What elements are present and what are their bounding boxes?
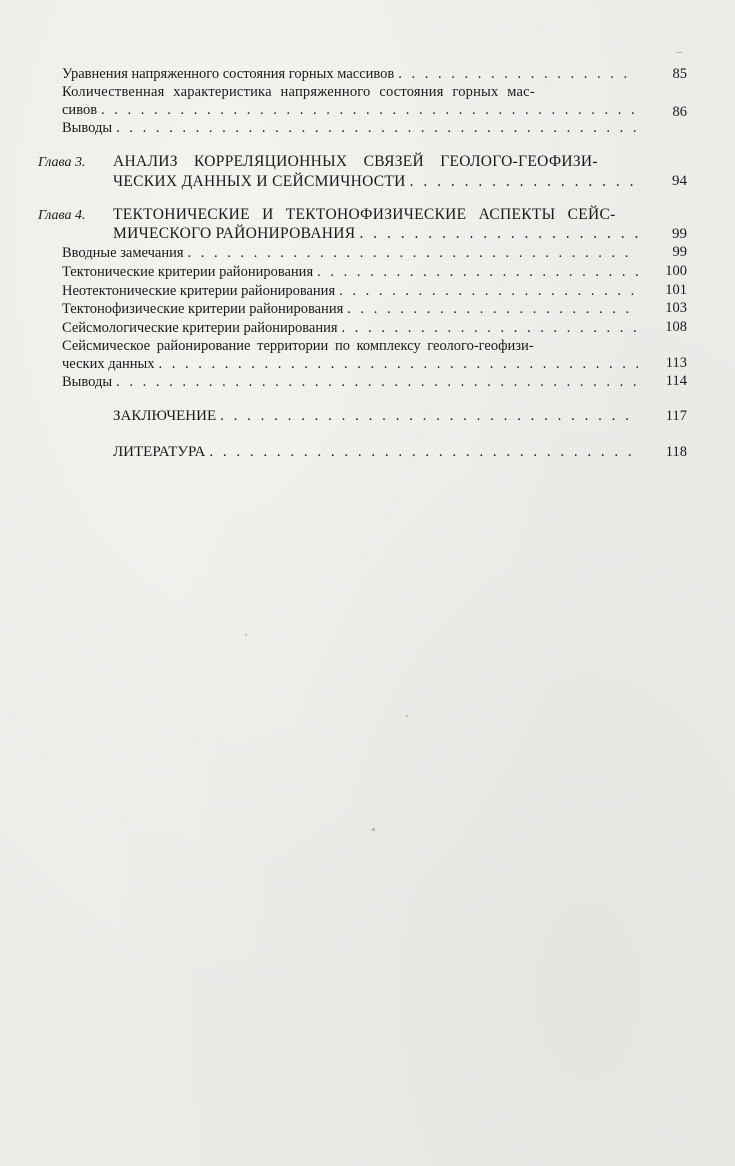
chapter-title-continuation	[113, 172, 643, 191]
toc-entry	[62, 338, 642, 355]
toc-entry-title: Вводные замечания	[62, 245, 184, 261]
leader-dots	[220, 408, 638, 425]
toc-entry-page: 85	[672, 66, 687, 82]
toc-entry	[62, 66, 642, 83]
toc-entry-page: 117	[665, 408, 687, 424]
chapter-page: 94	[672, 173, 687, 189]
leader-dots	[317, 264, 638, 281]
leader-dots	[116, 120, 638, 137]
chapter-label: Глава 4.	[38, 208, 86, 223]
leader-dots	[359, 224, 639, 243]
leader-dots	[101, 102, 638, 119]
toc-entry-continuation	[62, 356, 642, 373]
chapter-label: Глава 3.	[38, 155, 86, 170]
toc-entry-literature	[113, 444, 642, 461]
leader-dots	[188, 245, 638, 262]
toc-entry-title: Уравнения напряженного состояния горных массивов	[62, 66, 395, 82]
toc-entry-continuation	[62, 102, 642, 119]
toc-entry-title: сивов	[62, 102, 98, 118]
leader-dots	[116, 374, 638, 391]
leader-dots	[342, 320, 638, 337]
toc-entry-title: Тектонофизические критерии районирования	[62, 301, 344, 317]
toc-entry-page: 86	[672, 104, 687, 120]
chapter-title	[113, 152, 643, 171]
chapter-title-continuation	[113, 224, 643, 243]
toc-entry-title: Сейсмическое районирование территории по комплексу геолого-геофизи-	[62, 338, 534, 354]
leader-dots	[209, 444, 638, 461]
toc-entry-title: ЛИТЕРАТУРА	[113, 444, 206, 460]
paper-speck	[245, 634, 247, 636]
leader-dots	[398, 66, 638, 83]
toc-entry-title: Выводы	[62, 120, 113, 136]
toc-entry	[62, 120, 642, 137]
toc-entry	[62, 283, 642, 300]
chapter-title	[113, 205, 643, 224]
toc-entry-title: Сейсмологические критерии районирования	[62, 320, 338, 336]
paper-speck	[406, 715, 408, 717]
toc-entry-page: 100	[665, 263, 687, 279]
chapter-title-line: ТЕКТОНИЧЕСКИЕ И ТЕКТОНОФИЗИЧЕСКИЕ АСПЕКТЫ СЕЙС-	[113, 206, 616, 223]
toc-entry-page: 101	[665, 282, 687, 298]
leader-dots	[410, 172, 639, 191]
toc-entry	[62, 245, 642, 262]
chapter-title-line: МИЧЕСКОГО РАЙОНИРОВАНИЯ	[113, 225, 356, 242]
leader-dots	[339, 283, 638, 300]
toc-entry	[62, 301, 642, 318]
toc-entry-title: Количественная характеристика напряженного состояния горных мас-	[62, 84, 535, 100]
chapter-title-line: АНАЛИЗ КОРРЕЛЯЦИОННЫХ СВЯЗЕЙ ГЕОЛОГО-ГЕОФИЗИ-	[113, 153, 598, 170]
paper-speck	[676, 52, 682, 53]
toc-entry-page: 103	[665, 300, 687, 316]
toc-entry	[62, 374, 642, 391]
toc-entry	[62, 84, 642, 101]
chapter-title-line: ЧЕСКИХ ДАННЫХ И СЕЙСМИЧНОСТИ	[113, 173, 406, 190]
toc-entry-page: 108	[665, 319, 687, 335]
chapter-page: 99	[672, 226, 687, 242]
toc-entry-title: Выводы	[62, 374, 113, 390]
toc-entry	[62, 264, 642, 281]
paper-speck	[372, 828, 375, 831]
toc-entry-conclusion	[113, 408, 642, 425]
toc-entry-title: Тектонические критерии районирования	[62, 264, 314, 280]
toc-entry-title: ЗАКЛЮЧЕНИЕ	[113, 408, 217, 424]
toc-entry-page: 113	[665, 355, 687, 371]
toc-entry	[62, 320, 642, 337]
toc-entry-page: 114	[665, 373, 687, 389]
toc-entry-page: 99	[672, 244, 687, 260]
toc-entry-title: Неотектонические критерии районирования	[62, 283, 336, 299]
toc-entry-title: ческих данных	[62, 356, 155, 372]
leader-dots	[159, 356, 638, 373]
leader-dots	[347, 301, 638, 318]
toc-entry-page: 118	[665, 444, 687, 460]
